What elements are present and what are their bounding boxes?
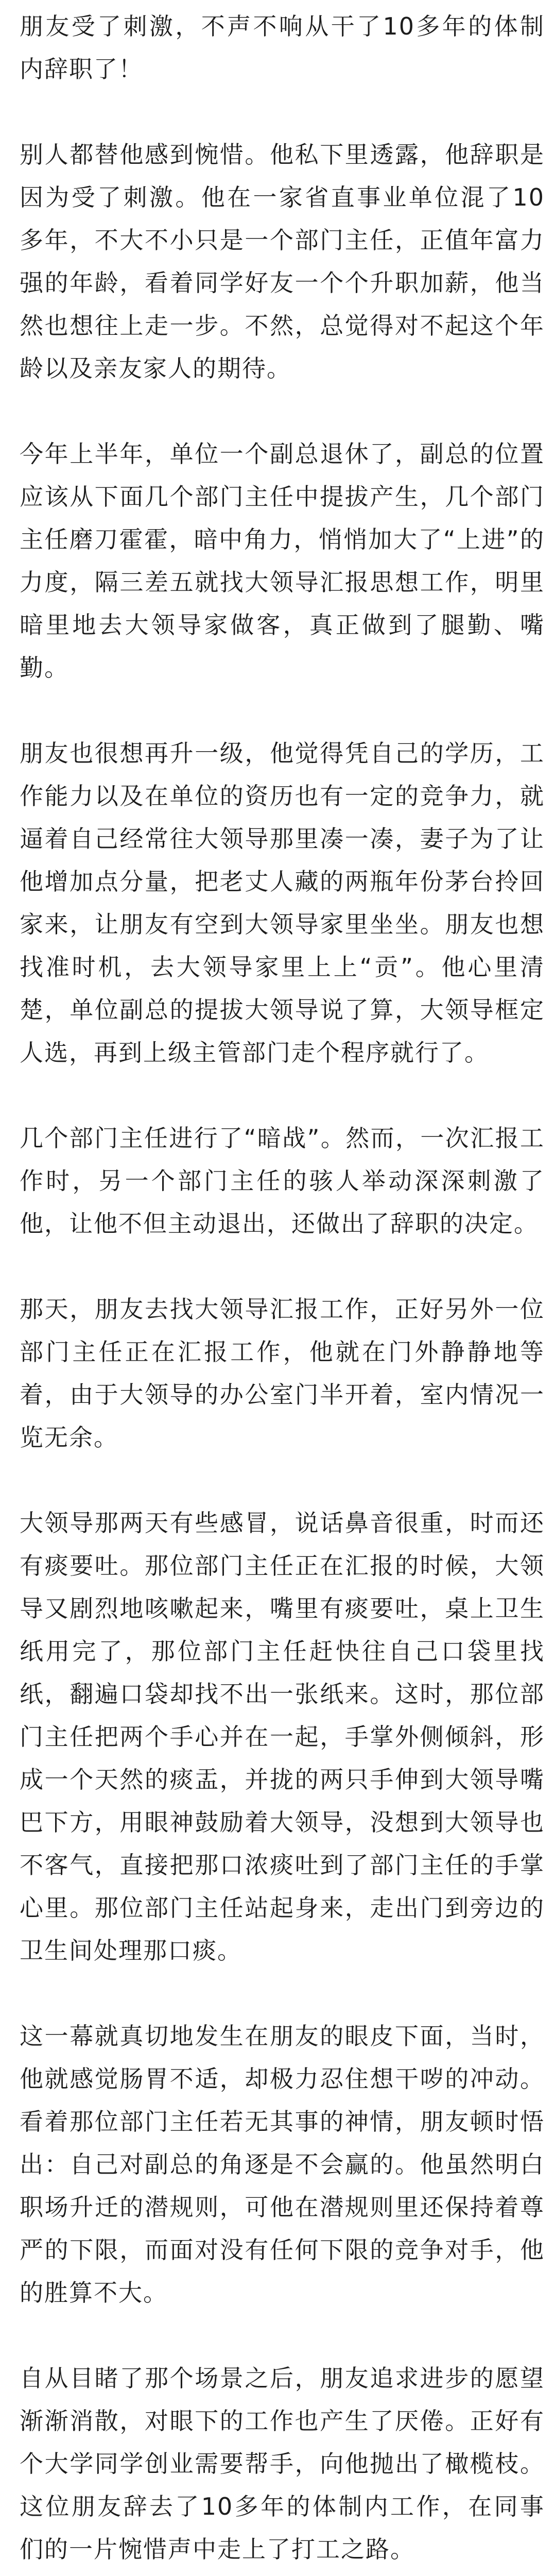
paragraph-resignation: 自从目睹了那个场景之后，朋友追求进步的愿望渐渐消散，对眼下的工作也产生了厌倦。正好有个大学同学创业需要帮手，向他抛出了橄榄枝。这位朋友辞去了10多年的体制内工作，在同事们的一片惋惜声中走上了打工之路。 [20, 2364, 545, 2563]
paragraph-realization: 这一幕就真切地发生在朋友的眼皮下面，当时，他就感觉肠胃不适，却极力忍住想干哕的冲动。看着那位部门主任若无其事的神情，朋友顿时悟出：自己对副总的角逐是不会赢的。他虽然明白职场升迁的潜规则，可他在潜规则里还保持着尊严的下限，而面对没有任何下限的竞争对手，他的胜算不大。 [20, 2022, 545, 2307]
paragraph-vacancy: 今年上半年，单位一个副总退休了，副总的位置应该从下面几个部门主任中提拔产生，几个部门主任磨刀霍霍，暗中角力，悄悄加大了“上进”的力度，隔三差五就找大领导汇报思想工作，明里暗里地去大领导家做客，真正做到了腿勤、嘴勤。 [20, 440, 545, 682]
paragraph-incident: 大领导那两天有些感冒，说话鼻音很重，时而还有痰要吐。那位部门主任正在汇报的时候，大领导又剧烈地咳嗽起来，嘴里有痰要吐，桌上卫生纸用完了，那位部门主任赶快往自己口袋里找纸，翻遍口袋却找不出一张纸来。这时，那位部门主任把两个手心并在一起，手掌外侧倾斜，形成一个天然的痰盂，并拢的两只手伸到大领导嘴巴下方，用眼神鼓励着大领导，没想到大领导也不客气，直接把那口浓痰吐到了部门主任的手掌心里。那位部门主任站起身来，走出门到旁边的卫生间处理那口痰。 [20, 1509, 545, 1964]
paragraph-background: 别人都替他感到惋惜。他私下里透露，他辞职是因为受了刺激。他在一家省直事业单位混了10多年，不大不小只是一个部门主任，正值年富力强的年龄，看着同学好友一个个升职加薪，他当然也想往上走一步。不然，总觉得对不起这个年龄以及亲友家人的期待。 [20, 141, 545, 382]
paragraph-turning-point: 几个部门主任进行了“暗战”。然而，一次汇报工作时，另一个部门主任的骇人举动深深刺激了他，让他不但主动退出，还做出了辞职的决定。 [20, 1124, 545, 1238]
paragraph-intro: 朋友受了刺激，不声不响从干了10多年的体制内辞职了！ [20, 12, 545, 83]
paragraph-ambition: 朋友也很想再升一级，他觉得凭自己的学历，工作能力以及在单位的资历也有一定的竞争力，就逼着自己经常往大领导那里凑一凑，妻子为了让他增加点分量，把老丈人藏的两瓶年份茅台拎回家来，让朋友有空到大领导家里坐坐。朋友也想找准时机，去大领导家里上上“贡”。他心里清楚，单位副总的提拔大领导说了算，大领导框定人选，再到上级主管部门走个程序就行了。 [20, 739, 545, 1066]
paragraph-that-day: 那天，朋友去找大领导汇报工作，正好另外一位部门主任正在汇报工作，他就在门外静静地等着，由于大领导的办公室门半开着，室内情况一览无余。 [20, 1295, 545, 1451]
